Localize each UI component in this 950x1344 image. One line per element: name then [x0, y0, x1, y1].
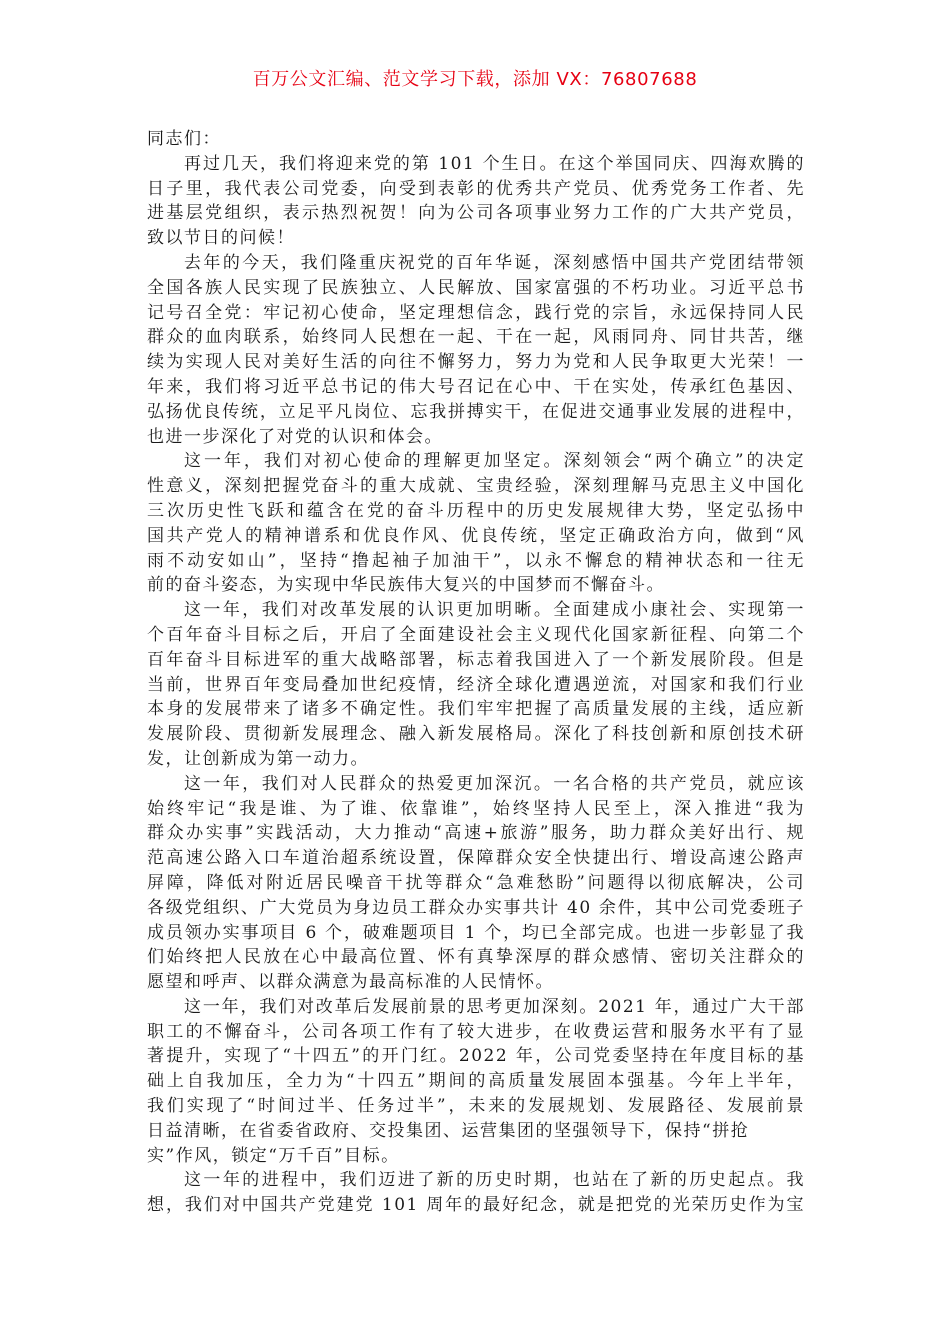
paragraph-line: 职工的不懈奋斗，公司各项工作有了较大进步，在收费运营和服务水平有了显 [147, 1021, 805, 1042]
paragraph-line: 日子里，我代表公司党委，向受到表彰的优秀共产党员、优秀党务工作者、先 [147, 178, 805, 199]
paragraph-line: 想，我们对中国共产党建党 101 周年的最好纪念，就是把党的光荣历史作为宝 [147, 1195, 805, 1216]
paragraph-line: 弘扬优良传统，立足平凡岗位、忘我拼搏实干，在促进交通事业发展的进程中， [147, 401, 805, 422]
salutation: 同志们： [147, 129, 221, 149]
paragraph-line: 去年的今天，我们隆重庆祝党的百年华诞，深刻感悟中国共产党团结带领 [184, 252, 805, 273]
paragraph-line: 这一年，我们对改革发展的认识更加明晰。全面建成小康社会、实现第一 [184, 600, 805, 621]
paragraph-line: 各级党组织、广大党员为身边员工群众办实事共计 40 余件，其中公司党委班子 [147, 897, 805, 918]
paragraph-2 [147, 251, 805, 449]
paragraph-4 [147, 598, 805, 772]
paragraph-line: 当前，世界百年变局叠加世纪疫情，经济全球化遭遇逆流，对国家和我们行业 [147, 674, 805, 695]
paragraph-line: 雨不动安如山”，坚持“撸起袖子加油干”，以永不懈怠的精神状态和一往无 [147, 550, 805, 571]
paragraph-line: 始终牢记“我是谁、为了谁、依靠谁”，始终坚持人民至上，深入推进“我为 [147, 798, 805, 819]
paragraph-line: 这一年的进程中，我们迈进了新的历史时期，也站在了新的历史起点。我 [184, 1170, 805, 1191]
paragraph-line: 三次历史性飞跃和蕴含在党的奋斗历程中的历史发展规律大势，坚定弘扬中 [147, 500, 805, 521]
paragraph-line: 前的奋斗姿态，为实现中华民族伟大复兴的中国梦而不懈奋斗。 [147, 575, 665, 596]
paragraph-6 [147, 995, 805, 1169]
paragraph-line: 础上自我加压，全力为“十四五”期间的高质量发展固本强基。今年上半年， [147, 1071, 805, 1092]
paragraph-line: 百年奋斗目标进军的重大战略部署，标志着我国进入了一个新发展阶段。但是 [147, 649, 805, 670]
paragraph-line: 进基层党组织，表示热烈祝贺！向为公司各项事业努力工作的广大共产党员， [147, 203, 805, 224]
paragraph-line: 再过几天，我们将迎来党的第 101 个生日。在这个举国同庆、四海欢腾的 [184, 153, 805, 174]
paragraph-line: 群众的血肉联系，始终同人民想在一起、干在一起，风雨同舟、同甘共苦，继 [147, 327, 805, 348]
paragraph-line: 发，让创新成为第一动力。 [147, 748, 369, 769]
paragraph-line: 著提升，实现了“十四五”的开门红。2022 年，公司党委坚持在年度目标的基 [147, 1046, 805, 1067]
paragraph-3 [147, 449, 805, 598]
paragraph-1 [147, 152, 805, 251]
paragraph-line: 日益清晰，在省委省政府、交投集团、运营集团的坚强领导下，保持“拼抢 [147, 1120, 750, 1141]
paragraph-line: 这一年，我们对改革后发展前景的思考更加深刻。2021 年，通过广大干部 [184, 996, 805, 1017]
header-banner: 百万公文汇编、范文学习下载，添加 VX：76807688 [252, 69, 698, 90]
paragraph-line: 性意义，深刻把握党奋斗的重大成就、宝贵经验，深刻理解马克思主义中国化 [147, 476, 805, 497]
paragraph-line: 实”作风，锁定“万千百”目标。 [147, 1145, 400, 1166]
paragraph-line: 屏障，降低对附近居民噪音干扰等群众“急难愁盼”问题得以彻底解决，公司 [147, 872, 805, 893]
paragraph-7 [147, 1168, 805, 1218]
paragraph-line: 续为实现人民对美好生活的向往不懈努力，努力为党和人民争取更大光荣！一 [147, 352, 805, 373]
paragraph-line: 群众办实事”实践活动，大力推动“高速+旅游”服务，助力群众美好出行、规 [147, 823, 805, 844]
paragraph-line: 发展阶段、贯彻新发展理念、融入新发展格局。深化了科技创新和原创技术研 [147, 724, 805, 745]
paragraph-line: 这一年，我们对初心使命的理解更加坚定。深刻领会“两个确立”的决定 [184, 451, 805, 472]
paragraph-line: 范高速公路入口车道治超系统设置，保障群众安全快捷出行、增设高速公路声 [147, 848, 805, 869]
paragraph-line: 年来，我们将习近平总书记的伟大号召记在心中、干在实处，传承红色基因、 [147, 376, 805, 397]
paragraph-line: 本身的发展带来了诸多不确定性。我们牢牢把握了高质量发展的主线，适应新 [147, 699, 805, 720]
paragraph-line: 成员领办实事项目 6 个，破难题项目 1 个，均已全部完成。也进一步彰显了我 [147, 922, 805, 943]
paragraph-line: 们始终把人民放在心中最高位置、怀有真挚深厚的群众感情、密切关注群众的 [147, 947, 805, 968]
paragraph-line: 愿望和呼声、以群众满意为最高标准的人民情怀。 [147, 972, 554, 993]
paragraph-line: 致以节日的问候！ [147, 228, 295, 249]
paragraph-line: 记号召全党：牢记初心使命，坚定理想信念，践行党的宗旨，永远保持同人民 [147, 302, 805, 323]
document-body [147, 127, 805, 1218]
paragraph-line: 全国各族人民实现了民族独立、人民解放、国家富强的不朽功业。习近平总书 [147, 277, 805, 298]
paragraph-line: 这一年，我们对人民群众的热爱更加深沉。一名合格的共产党员，就应该 [184, 773, 805, 794]
paragraph-5 [147, 772, 805, 995]
paragraph-line: 也进一步深化了对党的认识和体会。 [147, 426, 443, 447]
paragraph-line: 个百年奋斗目标之后，开启了全面建设社会主义现代化国家新征程、向第二个 [147, 624, 805, 645]
paragraph-line: 国共产党人的精神谱系和优良作风、优良传统，坚定正确政治方向，做到“风 [147, 525, 805, 546]
paragraph-line: 我们实现了“时间过半、任务过半”，未来的发展规划、发展路径、发展前景 [147, 1096, 805, 1117]
